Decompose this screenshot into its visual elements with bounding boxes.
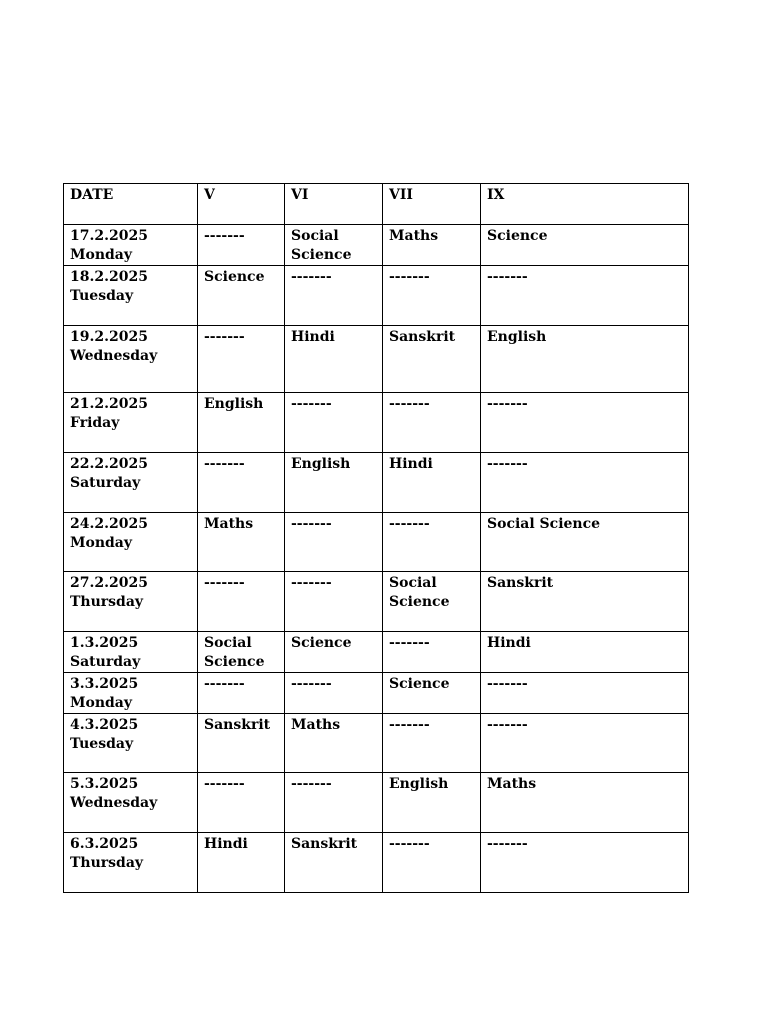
date-value: 22.2.2025 (70, 456, 148, 472)
date-value: 24.2.2025 (70, 516, 148, 532)
header-class-vii (383, 184, 481, 225)
subject-text: Social (389, 575, 437, 591)
subject-text: ------- (389, 516, 430, 532)
subject-cell-class-vi (285, 773, 383, 833)
subject-text: Social (204, 635, 252, 651)
subject-cell-class-v (198, 513, 285, 572)
subject-cell-class-v (198, 833, 285, 893)
subject-cell-class-vii (383, 453, 481, 513)
date-value: 17.2.2025 (70, 228, 148, 244)
subject-cell-class-ix (481, 773, 689, 833)
date-cell (64, 673, 198, 714)
table-row (64, 714, 689, 773)
subject-cell-class-v (198, 632, 285, 673)
subject-cell-class-vii (383, 714, 481, 773)
subject-cell-class-vi (285, 572, 383, 632)
date-cell (64, 266, 198, 326)
subject-cell-class-vii (383, 572, 481, 632)
subject-cell-class-ix (481, 833, 689, 893)
date-value: 6.3.2025 (70, 836, 139, 852)
subject-text: ------- (291, 396, 332, 412)
subject-text: English (487, 329, 547, 345)
subject-cell-class-vi (285, 833, 383, 893)
subject-text: Maths (204, 516, 254, 532)
subject-cell-class-vii (383, 225, 481, 266)
table-row (64, 632, 689, 673)
subject-text: ------- (389, 635, 430, 651)
subject-cell-class-vii (383, 632, 481, 673)
subject-text: Science (291, 247, 352, 263)
subject-cell-class-v (198, 572, 285, 632)
header-class-vi (285, 184, 383, 225)
day-value: Wednesday (70, 795, 158, 811)
day-value: Monday (70, 535, 133, 551)
subject-cell-class-v (198, 453, 285, 513)
subject-cell-class-vii (383, 773, 481, 833)
subject-text: Sanskrit (291, 836, 358, 852)
date-cell (64, 773, 198, 833)
table-row (64, 266, 689, 326)
date-cell (64, 833, 198, 893)
exam-schedule-table (63, 183, 689, 893)
subject-cell-class-vi (285, 513, 383, 572)
subject-text: Science (487, 228, 548, 244)
subject-text: ------- (487, 717, 528, 733)
subject-cell-class-vi (285, 393, 383, 453)
table-row (64, 513, 689, 572)
day-value: Monday (70, 695, 133, 711)
subject-text: Hindi (389, 456, 433, 472)
date-value: 27.2.2025 (70, 575, 148, 591)
subject-text: Hindi (204, 836, 248, 852)
subject-cell-class-vi (285, 225, 383, 266)
subject-cell-class-ix (481, 572, 689, 632)
subject-text: Hindi (487, 635, 531, 651)
subject-cell-class-ix (481, 326, 689, 393)
header-class-vii-label: VII (389, 187, 413, 203)
subject-text: ------- (291, 676, 332, 692)
header-date (64, 184, 198, 225)
subject-cell-class-vii (383, 833, 481, 893)
table-row (64, 453, 689, 513)
subject-text: ------- (487, 269, 528, 285)
subject-text: ------- (487, 396, 528, 412)
subject-cell-class-v (198, 225, 285, 266)
subject-cell-class-vi (285, 632, 383, 673)
subject-cell-class-v (198, 714, 285, 773)
subject-cell-class-ix (481, 714, 689, 773)
subject-text: Sanskrit (487, 575, 554, 591)
table-row (64, 572, 689, 632)
subject-cell-class-ix (481, 453, 689, 513)
table-row (64, 773, 689, 833)
subject-text: English (291, 456, 351, 472)
header-row (64, 184, 689, 225)
subject-cell-class-ix (481, 266, 689, 326)
subject-cell-class-vii (383, 266, 481, 326)
date-cell (64, 572, 198, 632)
date-cell (64, 326, 198, 393)
date-value: 1.3.2025 (70, 635, 139, 651)
subject-text: ------- (204, 776, 245, 792)
date-cell (64, 393, 198, 453)
subject-text: Maths (291, 717, 341, 733)
subject-text: Science (291, 635, 352, 651)
date-value: 4.3.2025 (70, 717, 139, 733)
subject-cell-class-v (198, 773, 285, 833)
subject-cell-class-vi (285, 326, 383, 393)
day-value: Thursday (70, 855, 144, 871)
day-value: Monday (70, 247, 133, 263)
subject-text: Sanskrit (389, 329, 456, 345)
date-value: 18.2.2025 (70, 269, 148, 285)
table-row (64, 393, 689, 453)
subject-text: Science (389, 594, 450, 610)
subject-text: Maths (389, 228, 439, 244)
subject-cell-class-vi (285, 714, 383, 773)
subject-cell-class-v (198, 326, 285, 393)
table-row (64, 833, 689, 893)
date-value: 3.3.2025 (70, 676, 139, 692)
subject-cell-class-v (198, 266, 285, 326)
date-cell (64, 714, 198, 773)
subject-text: ------- (204, 575, 245, 591)
day-value: Saturday (70, 475, 141, 491)
day-value: Tuesday (70, 288, 134, 304)
subject-cell-class-vii (383, 393, 481, 453)
subject-cell-class-vii (383, 673, 481, 714)
day-value: Thursday (70, 594, 144, 610)
header-date-label: DATE (70, 187, 114, 203)
table-row (64, 326, 689, 393)
subject-text: ------- (204, 676, 245, 692)
subject-text: ------- (204, 329, 245, 345)
subject-cell-class-ix (481, 225, 689, 266)
subject-text: Social Science (487, 516, 601, 532)
date-cell (64, 453, 198, 513)
subject-text: ------- (487, 676, 528, 692)
subject-text: ------- (291, 776, 332, 792)
subject-text: ------- (291, 516, 332, 532)
subject-text: English (204, 396, 264, 412)
subject-text: Social (291, 228, 339, 244)
header-class-ix-label: IX (487, 187, 505, 203)
subject-cell-class-ix (481, 513, 689, 572)
subject-cell-class-vii (383, 326, 481, 393)
header-class-v-label: V (204, 187, 215, 203)
date-cell (64, 632, 198, 673)
subject-cell-class-v (198, 673, 285, 714)
subject-text: Science (389, 676, 450, 692)
subject-text: Maths (487, 776, 537, 792)
subject-text: ------- (487, 836, 528, 852)
day-value: Friday (70, 415, 120, 431)
header-class-vi-label: VI (291, 187, 309, 203)
day-value: Saturday (70, 654, 141, 670)
subject-text: English (389, 776, 449, 792)
subject-text: ------- (389, 269, 430, 285)
subject-text: ------- (291, 575, 332, 591)
subject-text: ------- (389, 717, 430, 733)
subject-cell-class-ix (481, 673, 689, 714)
subject-cell-class-vi (285, 266, 383, 326)
subject-text: ------- (389, 836, 430, 852)
subject-cell-class-vi (285, 453, 383, 513)
date-cell (64, 513, 198, 572)
date-value: 21.2.2025 (70, 396, 148, 412)
subject-text: Sanskrit (204, 717, 271, 733)
subject-cell-class-vi (285, 673, 383, 714)
date-value: 5.3.2025 (70, 776, 139, 792)
header-class-ix (481, 184, 689, 225)
subject-cell-class-ix (481, 632, 689, 673)
subject-text: Science (204, 654, 265, 670)
schedule-body (64, 184, 689, 893)
subject-cell-class-v (198, 393, 285, 453)
subject-text: ------- (204, 228, 245, 244)
subject-text: Science (204, 269, 265, 285)
subject-text: ------- (204, 456, 245, 472)
subject-text: ------- (389, 396, 430, 412)
subject-cell-class-ix (481, 393, 689, 453)
table-row (64, 673, 689, 714)
date-cell (64, 225, 198, 266)
subject-text: ------- (291, 269, 332, 285)
subject-text: ------- (487, 456, 528, 472)
subject-text: Hindi (291, 329, 335, 345)
day-value: Wednesday (70, 348, 158, 364)
header-class-v (198, 184, 285, 225)
day-value: Tuesday (70, 736, 134, 752)
subject-cell-class-vii (383, 513, 481, 572)
date-value: 19.2.2025 (70, 329, 148, 345)
table-row (64, 225, 689, 266)
